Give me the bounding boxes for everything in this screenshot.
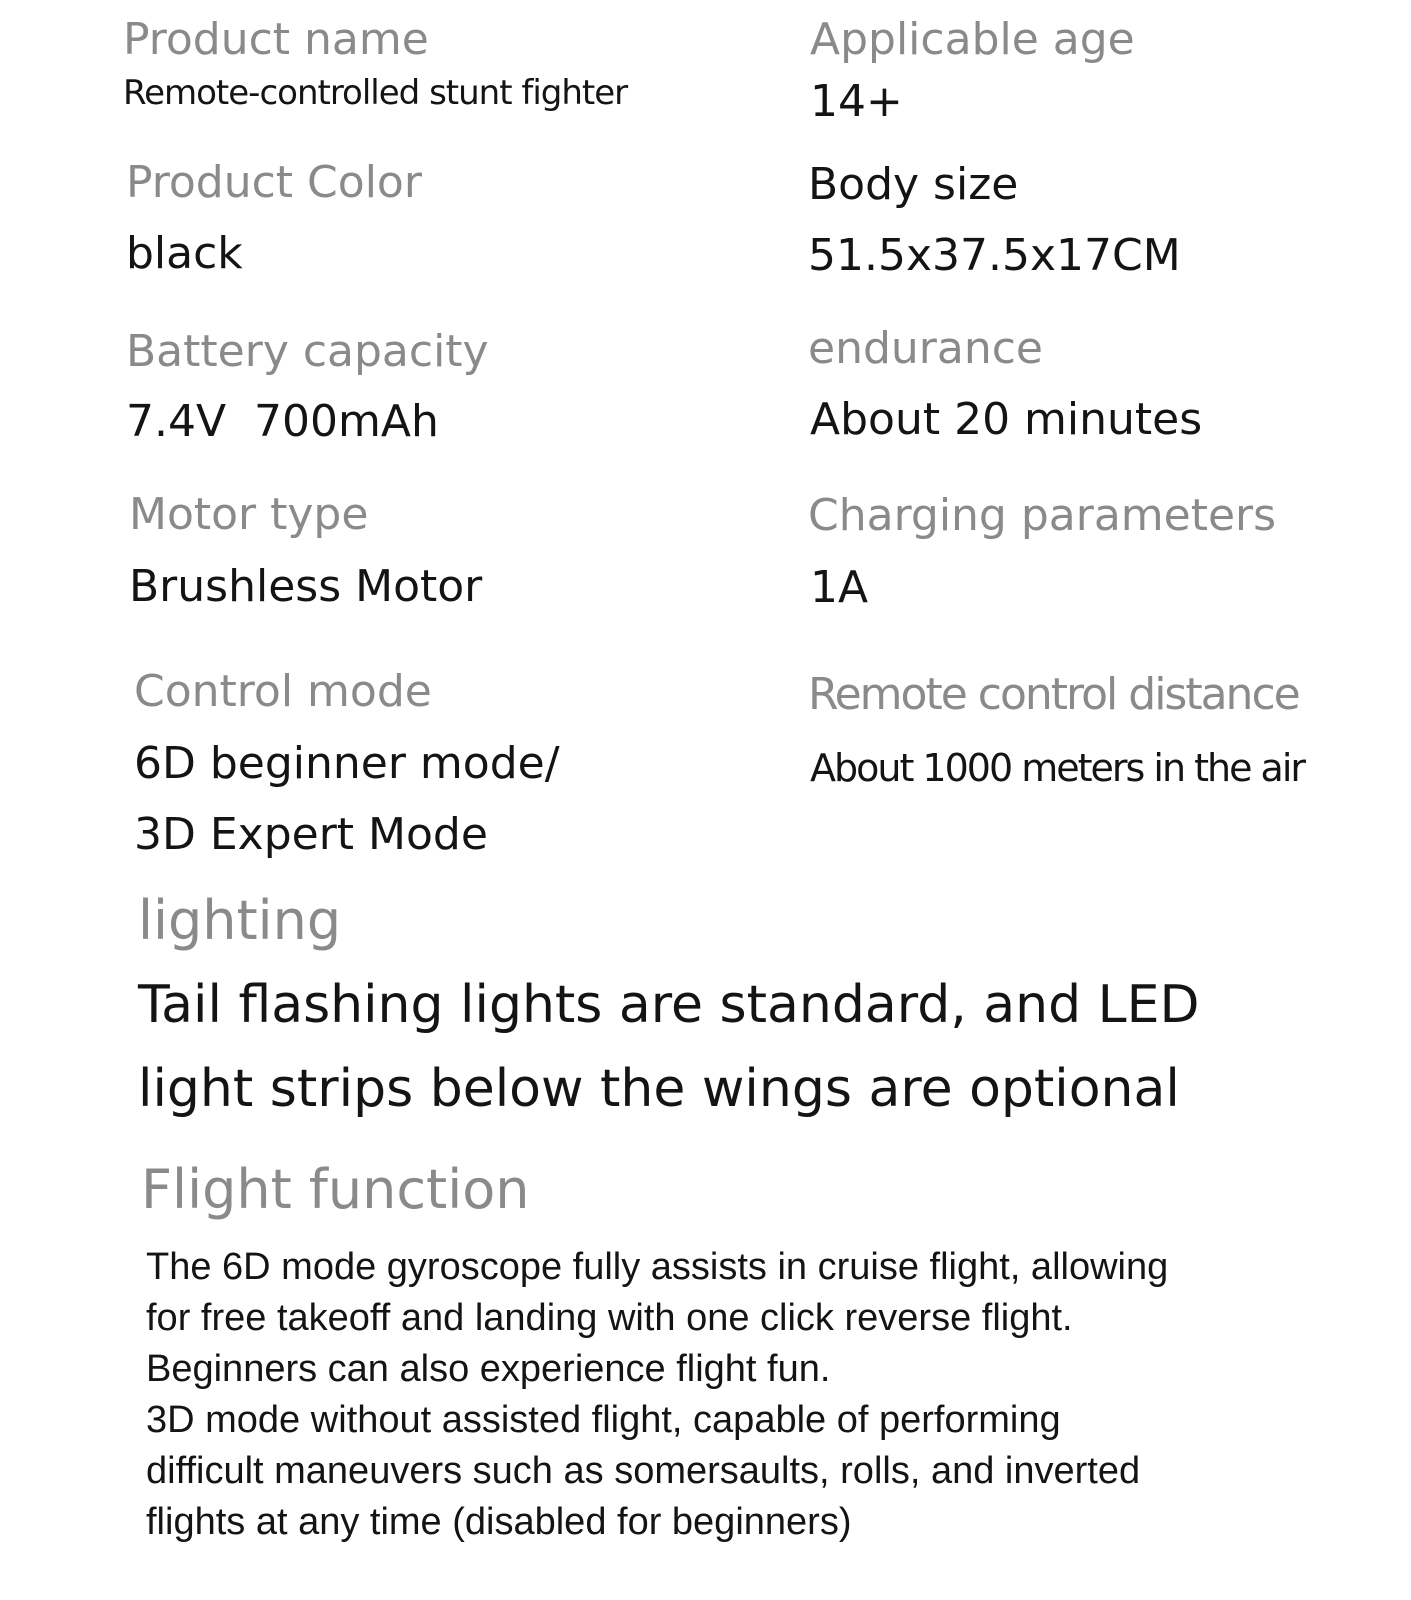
endurance-label: endurance bbox=[808, 323, 1043, 374]
flight-function-line: Beginners can also experience flight fun. bbox=[146, 1348, 831, 1390]
battery-capacity-value: 7.4V 700mAh bbox=[126, 396, 439, 447]
lighting-value-line1: Tail flashing lights are standard, and LED bbox=[138, 975, 1200, 1035]
lighting-label: lighting bbox=[138, 889, 342, 952]
product-name-label: Product name bbox=[123, 14, 429, 65]
applicable-age-label: Applicable age bbox=[810, 14, 1135, 65]
body-size-value: 51.5x37.5x17CM bbox=[808, 230, 1181, 281]
applicable-age-value: 14+ bbox=[810, 76, 903, 127]
flight-function-line: difficult maneuvers such as somersaults, rolls, and inverted bbox=[146, 1450, 1141, 1492]
battery-capacity-label: Battery capacity bbox=[126, 326, 489, 377]
lighting-value-line2: light strips below the wings are optional bbox=[138, 1059, 1180, 1119]
flight-function-line: flights at any time (disabled for beginners) bbox=[146, 1501, 852, 1543]
product-name-value: Remote-controlled stunt fighter bbox=[123, 73, 628, 113]
control-mode-value-line2: 3D Expert Mode bbox=[134, 809, 488, 860]
flight-function-label: Flight function bbox=[141, 1158, 530, 1221]
flight-function-line: The 6D mode gyroscope fully assists in cruise flight, allowing bbox=[146, 1246, 1169, 1288]
motor-type-value: Brushless Motor bbox=[129, 561, 483, 612]
remote-control-distance-value: About 1000 meters in the air bbox=[810, 746, 1305, 790]
remote-control-distance-label: Remote control distance bbox=[808, 669, 1299, 720]
body-size-label: Body size bbox=[808, 159, 1019, 210]
control-mode-label: Control mode bbox=[134, 666, 432, 717]
endurance-value: About 20 minutes bbox=[810, 394, 1203, 445]
flight-function-line: for free takeoff and landing with one click reverse flight. bbox=[146, 1297, 1073, 1339]
flight-function-line: 3D mode without assisted flight, capable of performing bbox=[146, 1399, 1061, 1441]
charging-parameters-label: Charging parameters bbox=[808, 490, 1277, 541]
control-mode-value-line1: 6D beginner mode/ bbox=[134, 738, 560, 789]
motor-type-label: Motor type bbox=[129, 489, 369, 540]
product-color-label: Product Color bbox=[126, 157, 422, 208]
flight-function-description bbox=[146, 1242, 1346, 1548]
lighting-value bbox=[138, 963, 1288, 1131]
charging-parameters-value: 1A bbox=[810, 562, 869, 613]
product-color-value: black bbox=[126, 228, 243, 279]
